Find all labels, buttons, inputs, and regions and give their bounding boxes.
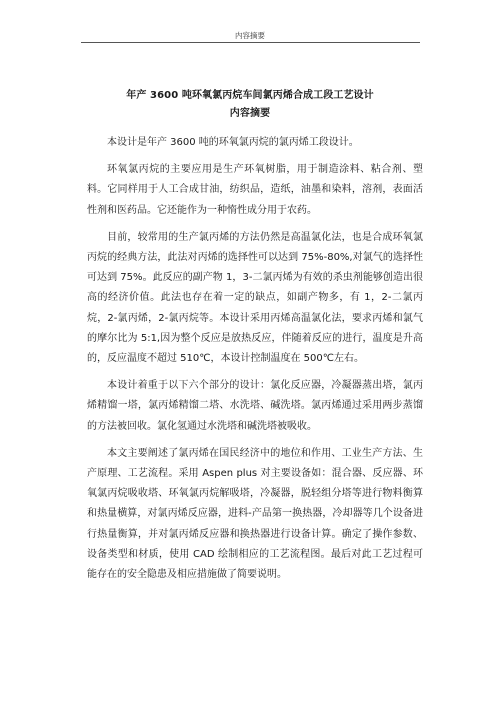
paragraph-3: 目前，较常用的生产氯丙烯的方法仍然是高温氯化法，也是合成环氧氯丙烷的经典方法，此法对丙烯的选择性可以达到 75%-80%,对氯气的选择性可达到 75%。此反应的副产物 1，3-二氯丙烯为有效的杀虫剂能够创造出很高的经济价值。此法也存在着一定的缺点，如副产物多，有 1，2-二氯丙烷，2-氯丙烯，2-氯丙烷等。本设计采用丙烯高温氯化法，要求丙烯和氯气的摩尔比为 5:1,因为整个反应是放热反应，伴随着反应的进行，温度是升高的，反应温度不超过 510℃，本设计控制温度在 500℃左右。 (87, 231, 423, 365)
running-header: 内容摘要 (235, 31, 265, 40)
document-title: 年产 3600 吨环氧氯丙烷车间氯丙烯合成工段工艺设计 (126, 90, 374, 101)
header-divider (81, 42, 420, 43)
document-subtitle: 内容摘要 (229, 108, 271, 119)
paragraph-5: 本文主要阐述了氯丙烯在国民经济中的地位和作用、工业生产方法、生产原理、工艺流程。采用 Aspen plus 对主要设备如：混合器、反应器、环氧氯丙烷吸收塔、环氧氯丙烷解吸塔，冷凝器，脱轻组分塔等进行物料衡算和热量横算，对氯丙烯反应器，进料-产品第一换热器，冷却器等几个设备进行热量衡算，并对氯丙烯反应器和换热器进行设备计算。确定了操作参数、设备类型和材质，使用 CAD 绘制相应的工艺流程图。最后对此工艺过程可能存在的安全隐患及相应措施做了简要说明。 (87, 447, 423, 581)
paragraph-1: 本设计是年产 3600 吨的环氧氯丙烷的氯丙烯工段设计。 (107, 137, 359, 148)
paragraph-2: 环氧氯丙烷的主要应用是生产环氧树脂，用于制造涂料、粘合剂、塑料。它同样用于人工合成甘油，纺织品，造纸，油墨和染料，溶剂，表面活性剂和医药品。它还能作为一种惰性成分用于农药。 (87, 164, 423, 216)
paragraph-4: 本设计着重于以下六个部分的设计：氯化反应器，冷凝器蒸出塔，氯丙烯精馏一塔，氯丙烯精馏二塔、水洗塔、碱洗塔。氯丙烯通过采用两步蒸馏的方法被回收。氯化氢通过水洗塔和碱洗塔被吸收。 (87, 380, 423, 432)
abstract-body (87, 133, 423, 592)
